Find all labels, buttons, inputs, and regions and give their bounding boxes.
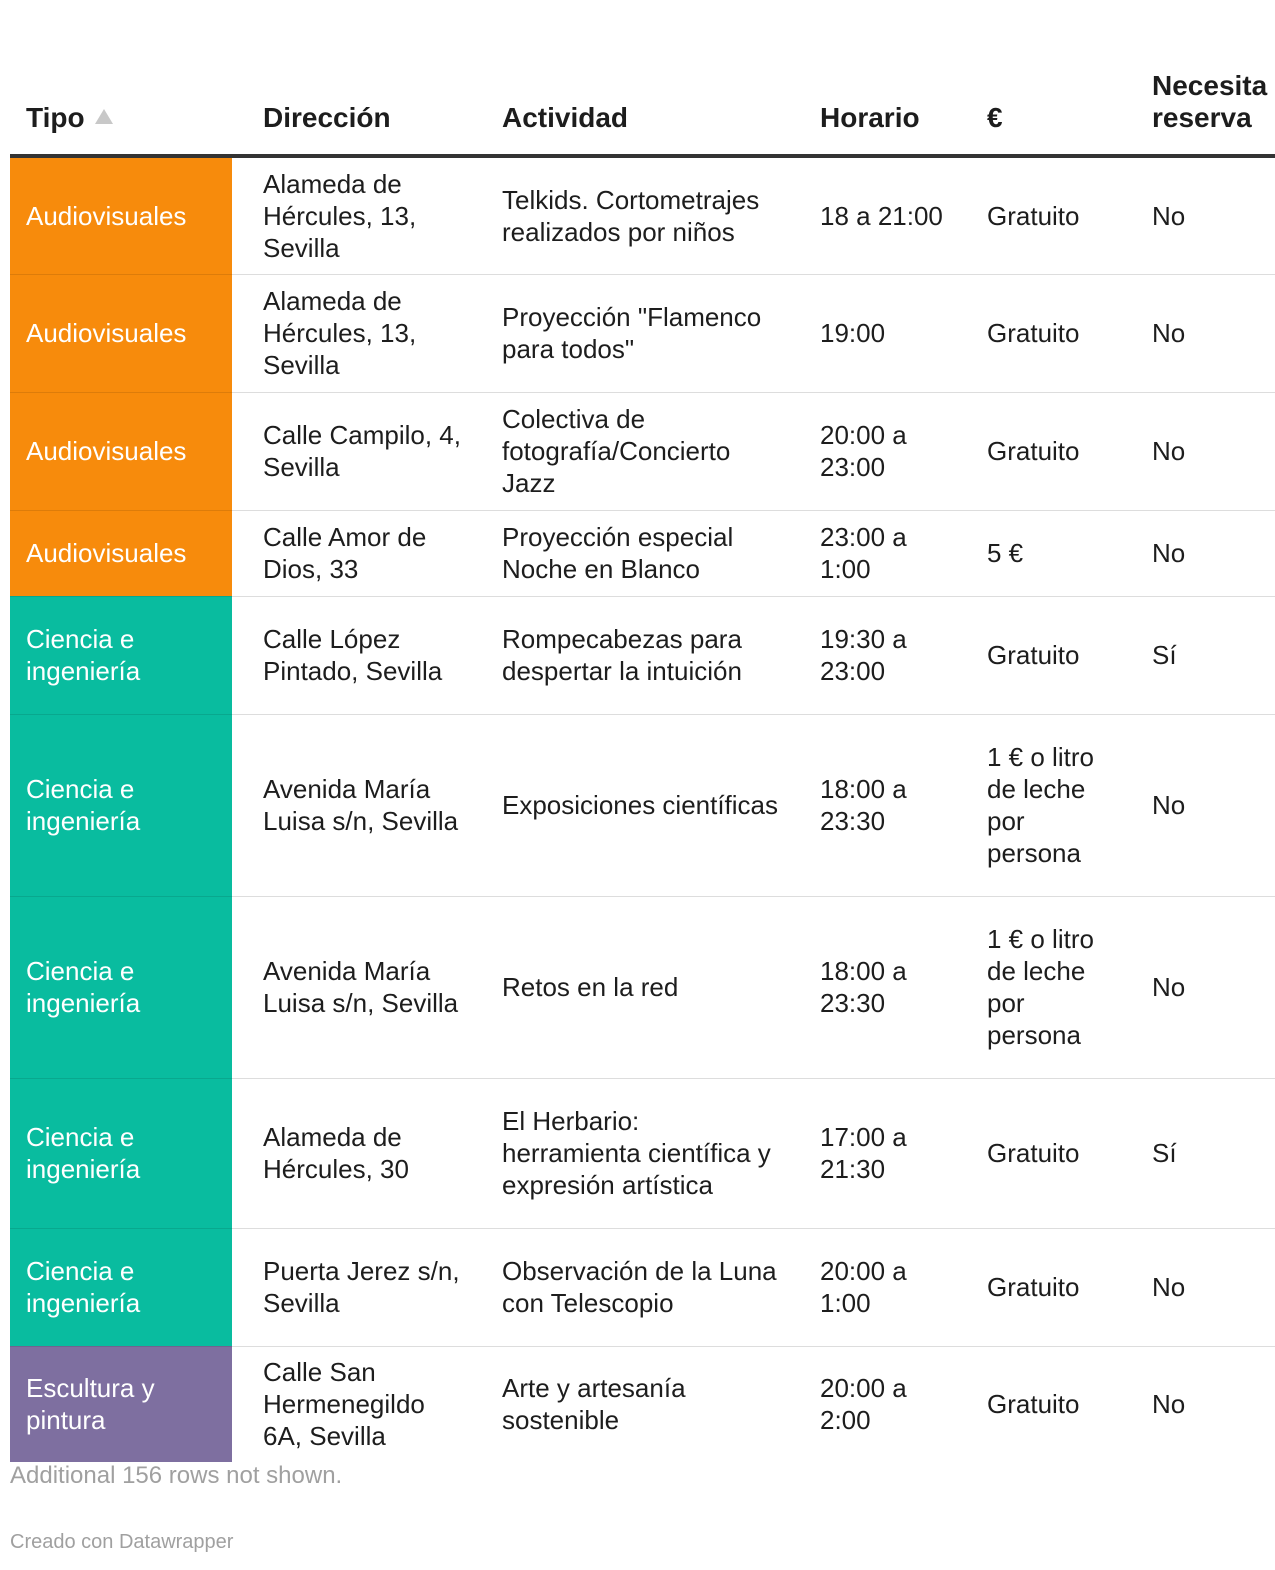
cell-direccion: Calle López Pintado, Sevilla: [232, 596, 471, 714]
column-header-horario[interactable]: [789, 0, 956, 156]
cell-actividad: Colectiva de fotografía/Concierto Jazz: [471, 392, 789, 510]
cell-actividad: Proyección especial Noche en Blanco: [471, 510, 789, 596]
data-table-wrapper: [10, 0, 1268, 1462]
cell-actividad: Retos en la red: [471, 896, 789, 1078]
column-header-reserva-label: Necesita reserva: [1152, 70, 1268, 133]
table-row: [10, 896, 1275, 1078]
cell-tipo: Ciencia e ingeniería: [10, 1228, 232, 1346]
cell-horario: 18:00 a 23:30: [789, 714, 956, 896]
table-row: [10, 1346, 1275, 1462]
cell-reserva: Sí: [1121, 596, 1275, 714]
table-row: [10, 596, 1275, 714]
column-header-precio-label: €: [987, 102, 1003, 133]
cell-actividad: Telkids. Cortometrajes realizados por niños: [471, 156, 789, 274]
column-header-direccion[interactable]: [232, 0, 471, 156]
cell-horario: 20:00 a 2:00: [820, 1373, 907, 1436]
cell-tipo: Audiovisuales: [10, 510, 232, 596]
column-header-horario-label: Horario: [820, 102, 920, 133]
table-row: [10, 274, 1275, 392]
table-row: [10, 714, 1275, 896]
cell-direccion: Alameda de Hércules, 30: [232, 1078, 471, 1228]
column-header-tipo-label: Tipo: [26, 102, 85, 133]
cell-actividad: Exposiciones científicas: [471, 714, 789, 896]
cell-reserva: No: [1121, 392, 1275, 510]
events-table: [10, 0, 1275, 1462]
header-row: [10, 0, 1275, 156]
cell-actividad: Proyección "Flamenco para todos": [471, 274, 789, 392]
column-header-tipo[interactable]: [10, 0, 232, 156]
cell-reserva: No: [1121, 274, 1275, 392]
cell-reserva: Sí: [1121, 1078, 1275, 1228]
cell-horario: 20:00 a 23:00: [789, 392, 956, 510]
cell-direccion: Alameda de Hércules, 13, Sevilla: [232, 156, 471, 274]
cell-tipo: Escultura y pintura: [10, 1346, 232, 1462]
cell-direccion: Puerta Jerez s/n, Sevilla: [232, 1228, 471, 1346]
column-header-actividad-label: Actividad: [502, 102, 629, 133]
cell-direccion: Avenida María Luisa s/n, Sevilla: [232, 714, 471, 896]
cell-tipo: Audiovisuales: [10, 156, 232, 274]
table-row: [10, 510, 1275, 596]
cell-horario: 23:00 a 1:00: [789, 510, 956, 596]
table-row: [10, 392, 1275, 510]
table-row: [10, 156, 1275, 274]
cell-actividad: Rompecabezas para despertar la intuición: [471, 596, 789, 714]
cell-horario: 19:30 a 23:00: [789, 596, 956, 714]
cell-horario: 17:00 a 21:30: [789, 1078, 956, 1228]
cell-direccion: Calle San Hermenegildo 6A, Sevilla: [263, 1357, 425, 1452]
column-header-actividad[interactable]: [471, 0, 789, 156]
cell-precio: 5 €: [956, 510, 1121, 596]
cell-horario: 18 a 21:00: [789, 156, 956, 274]
column-header-reserva[interactable]: [1121, 0, 1275, 156]
cell-direccion: Calle Campilo, 4, Sevilla: [232, 392, 471, 510]
cell-tipo: Ciencia e ingeniería: [10, 596, 232, 714]
cell-reserva: No: [1121, 896, 1275, 1078]
cell-tipo: Ciencia e ingeniería: [10, 896, 232, 1078]
datawrapper-credit: Creado con Datawrapper: [10, 1531, 234, 1553]
column-header-direccion-label: Dirección: [263, 102, 391, 133]
column-header-precio[interactable]: [956, 0, 1121, 156]
table-row: [10, 1228, 1275, 1346]
cell-reserva: No: [1121, 156, 1275, 274]
cell-actividad: Observación de la Luna con Telescopio: [471, 1228, 789, 1346]
cell-horario: 20:00 a 1:00: [789, 1228, 956, 1346]
cell-tipo: Audiovisuales: [10, 392, 232, 510]
table-header: [10, 0, 1275, 156]
cell-precio: Gratuito: [956, 596, 1121, 714]
cell-horario: 19:00: [789, 274, 956, 392]
cell-tipo: Audiovisuales: [10, 274, 232, 392]
cell-reserva: No: [1121, 1228, 1275, 1346]
cell-precio: Gratuito: [956, 1078, 1121, 1228]
sort-ascending-icon[interactable]: [95, 109, 113, 124]
cell-tipo: Ciencia e ingeniería: [10, 1078, 232, 1228]
cell-actividad: Arte y artesanía sostenible: [502, 1373, 686, 1436]
cell-horario: 18:00 a 23:30: [789, 896, 956, 1078]
cell-direccion: Avenida María Luisa s/n, Sevilla: [232, 896, 471, 1078]
cell-reserva: No: [1152, 1389, 1186, 1420]
cell-direccion: Alameda de Hércules, 13, Sevilla: [232, 274, 471, 392]
cell-precio: Gratuito: [956, 1228, 1121, 1346]
cell-precio: Gratuito: [956, 274, 1121, 392]
cell-precio: 1 € o litro de leche por persona: [956, 714, 1121, 896]
cell-direccion: Calle Amor de Dios, 33: [232, 510, 471, 596]
cell-tipo: Ciencia e ingeniería: [10, 714, 232, 896]
table-body: [10, 156, 1275, 1462]
cell-precio: 1 € o litro de leche por persona: [956, 896, 1121, 1078]
cell-reserva: No: [1121, 510, 1275, 596]
cell-actividad: El Herbario: herramienta científica y expresión artística: [471, 1078, 789, 1228]
cell-precio: Gratuito: [987, 1389, 1080, 1420]
cell-reserva: No: [1121, 714, 1275, 896]
cell-precio: Gratuito: [956, 156, 1121, 274]
cell-precio: Gratuito: [956, 392, 1121, 510]
table-row: [10, 1078, 1275, 1228]
rows-not-shown-note: Additional 156 rows not shown.: [10, 1462, 343, 1489]
